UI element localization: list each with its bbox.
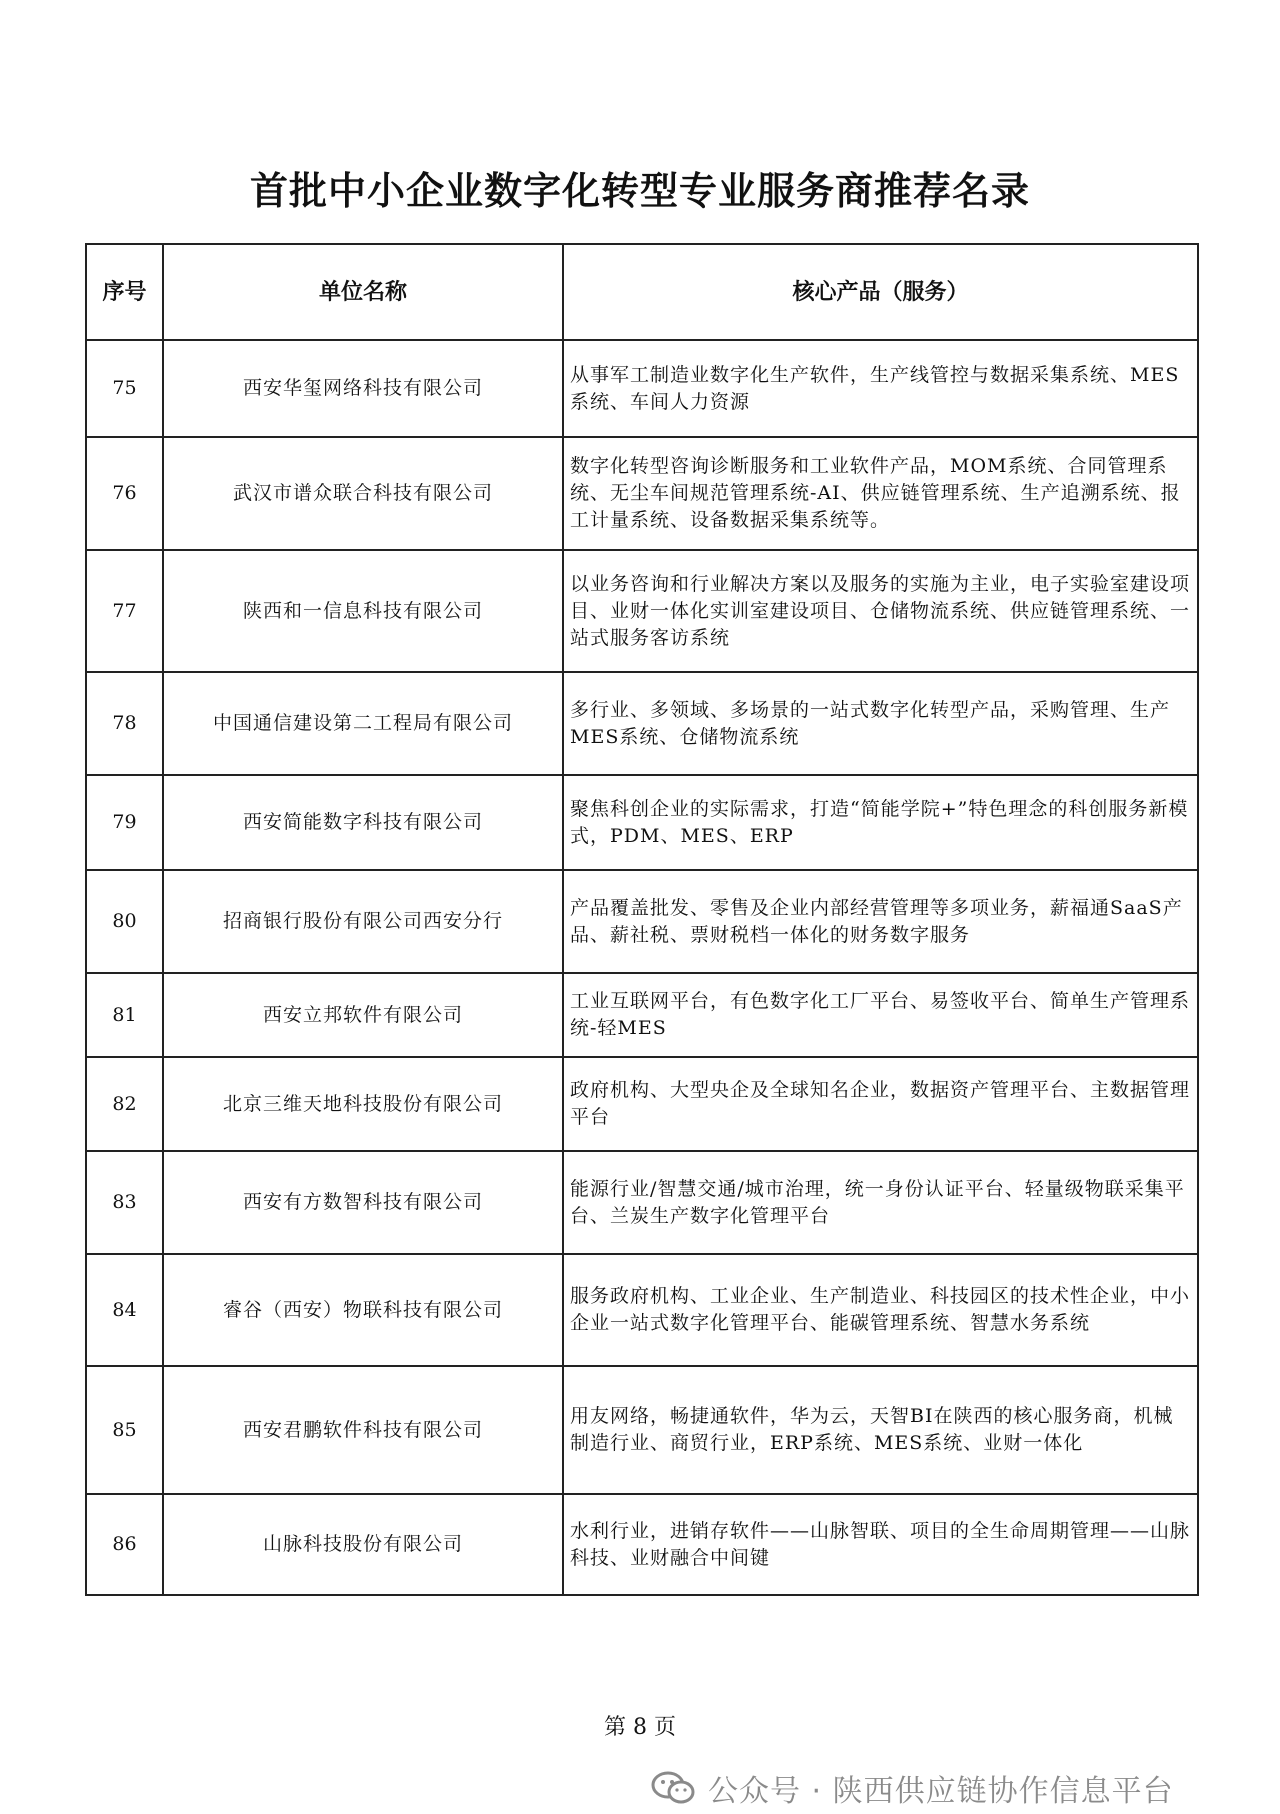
row-name: 西安立邦软件有限公司	[163, 973, 563, 1057]
table-row	[86, 1254, 1198, 1366]
table-row	[86, 672, 1198, 775]
table-header-row	[86, 244, 1198, 340]
row-no: 81	[86, 973, 163, 1057]
row-product: 数字化转型咨询诊断服务和工业软件产品，MOM系统、合同管理系统、无尘车间规范管理系统-AI、供应链管理系统、生产追溯系统、报工计量系统、设备数据采集系统等。	[563, 437, 1198, 550]
row-no: 75	[86, 340, 163, 437]
table-row	[86, 870, 1198, 973]
row-no: 79	[86, 775, 163, 870]
header-name: 单位名称	[163, 244, 563, 340]
page-number: 第 8 页	[604, 1715, 676, 1740]
table-row	[86, 973, 1198, 1057]
table-row	[86, 340, 1198, 437]
table-row	[86, 550, 1198, 672]
row-product: 多行业、多领域、多场景的一站式数字化转型产品，采购管理、生产MES系统、仓储物流系统	[563, 672, 1198, 775]
row-name: 陕西和一信息科技有限公司	[163, 550, 563, 672]
row-no: 83	[86, 1151, 163, 1254]
row-product: 服务政府机构、工业企业、生产制造业、科技园区的技术性企业，中小企业一站式数字化管理平台、能碳管理系统、智慧水务系统	[563, 1254, 1198, 1366]
table-row	[86, 437, 1198, 550]
row-no: 85	[86, 1366, 163, 1494]
row-product: 从事军工制造业数字化生产软件，生产线管控与数据采集系统、MES系统、车间人力资源	[563, 340, 1198, 437]
row-no: 86	[86, 1494, 163, 1595]
row-product: 水利行业，进销存软件——山脉智联、项目的全生命周期管理——山脉科技、业财融合中间键	[563, 1494, 1198, 1595]
document-title: 首批中小企业数字化转型专业服务商推荐名录	[249, 168, 1030, 213]
row-product: 工业互联网平台，有色数字化工厂平台、易签收平台、简单生产管理系统-轻MES	[563, 973, 1198, 1057]
provider-table	[85, 243, 1199, 1596]
row-name: 西安君鹏软件科技有限公司	[163, 1366, 563, 1494]
table-row	[86, 1057, 1198, 1151]
row-name: 睿谷（西安）物联科技有限公司	[163, 1254, 563, 1366]
table-row	[86, 1151, 1198, 1254]
row-product: 政府机构、大型央企及全球知名企业，数据资产管理平台、主数据管理平台	[563, 1057, 1198, 1151]
row-product: 能源行业/智慧交通/城市治理，统一身份认证平台、轻量级物联采集平台、兰炭生产数字化管理平台	[563, 1151, 1198, 1254]
wechat-icon	[650, 1770, 696, 1806]
row-product: 以业务咨询和行业解决方案以及服务的实施为主业，电子实验室建设项目、业财一体化实训室建设项目、仓储物流系统、供应链管理系统、一站式服务客访系统	[563, 550, 1198, 672]
row-name: 北京三维天地科技股份有限公司	[163, 1057, 563, 1151]
row-name: 西安华玺网络科技有限公司	[163, 340, 563, 437]
row-name: 西安有方数智科技有限公司	[163, 1151, 563, 1254]
header-no: 序号	[86, 244, 163, 340]
table-row	[86, 1494, 1198, 1595]
row-product: 用友网络，畅捷通软件，华为云，天智BI在陕西的核心服务商，机械制造行业、商贸行业，ERP系统、MES系统、业财一体化	[563, 1366, 1198, 1494]
row-no: 82	[86, 1057, 163, 1151]
row-name: 武汉市谱众联合科技有限公司	[163, 437, 563, 550]
row-name: 山脉科技股份有限公司	[163, 1494, 563, 1595]
row-no: 84	[86, 1254, 163, 1366]
row-product: 聚焦科创企业的实际需求，打造“简能学院+”特色理念的科创服务新模式，PDM、MES、ERP	[563, 775, 1198, 870]
row-product: 产品覆盖批发、零售及企业内部经营管理等多项业务，薪福通SaaS产品、薪社税、票财税档一体化的财务数字服务	[563, 870, 1198, 973]
row-name: 西安简能数字科技有限公司	[163, 775, 563, 870]
watermark	[650, 1766, 1174, 1810]
header-product: 核心产品（服务）	[563, 244, 1198, 340]
table-row	[86, 1366, 1198, 1494]
row-no: 80	[86, 870, 163, 973]
row-no: 77	[86, 550, 163, 672]
row-name: 招商银行股份有限公司西安分行	[163, 870, 563, 973]
row-no: 78	[86, 672, 163, 775]
table-row	[86, 775, 1198, 870]
row-no: 76	[86, 437, 163, 550]
watermark-text: 公众号 · 陕西供应链协作信息平台	[708, 1774, 1174, 1809]
row-name: 中国通信建设第二工程局有限公司	[163, 672, 563, 775]
